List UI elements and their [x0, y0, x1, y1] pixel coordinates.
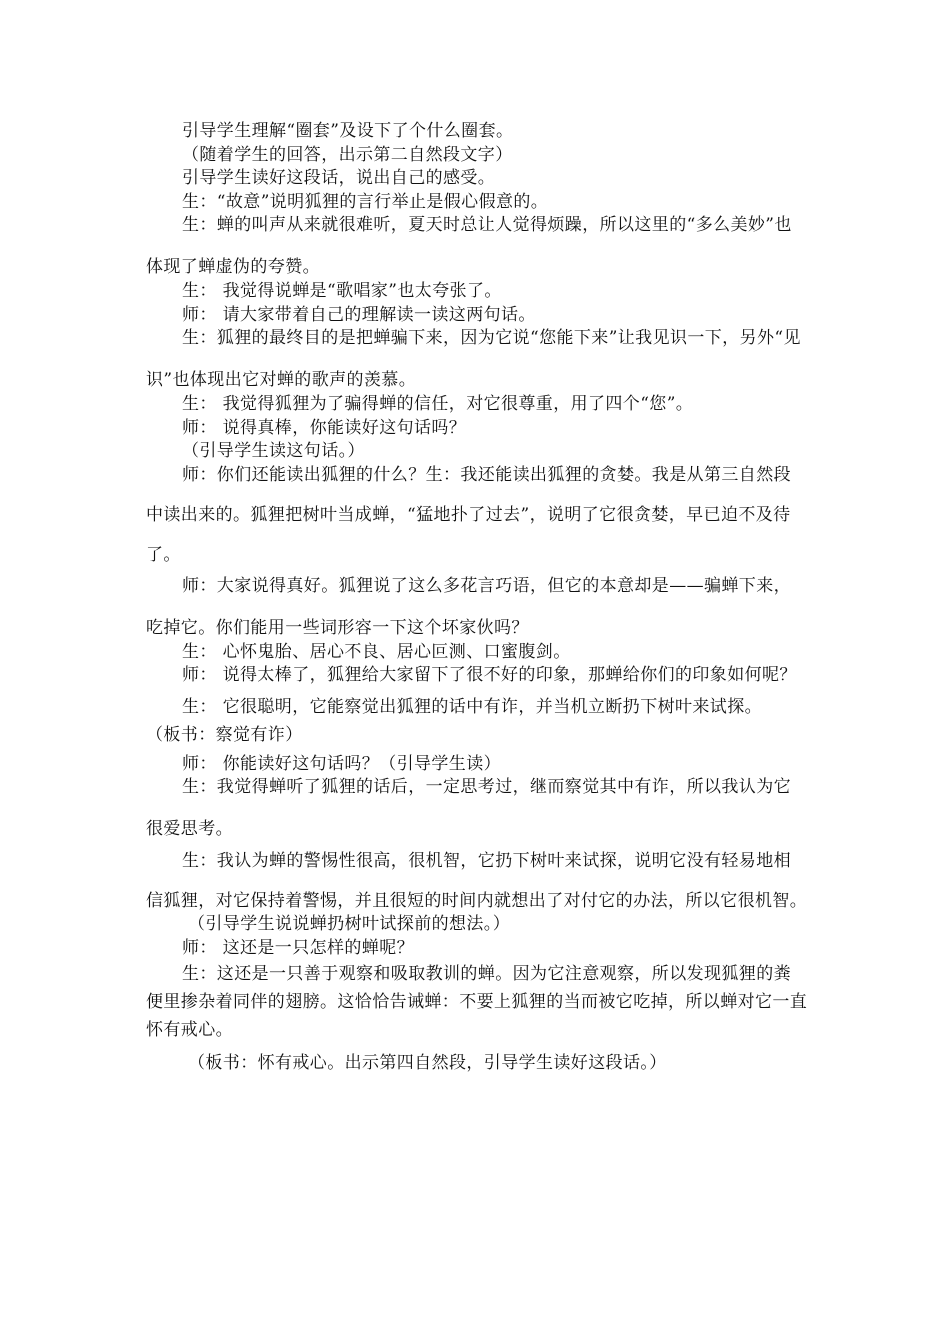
paragraph: 生： 它很聪明，它能察觉出狐狸的话中有诈，并当机立断扔下树叶来试探。: [182, 697, 763, 717]
paragraph: （板书：察觉有诈）: [146, 725, 303, 745]
paragraph: 生：蝉的叫声从来就很难听，夏天时总让人觉得烦躁，所以这里的“多么美妙”也体现了蝉虚伪的夸赞。: [146, 215, 792, 277]
paragraph: 生：“故意”说明狐狸的言行举止是假心假意的。: [182, 191, 549, 212]
paragraph: 生：我觉得蝉听了狐狸的话后，一定思考过，继而察觉其中有诈，所以我认为它很爱思考。: [146, 777, 791, 839]
paragraph: 生：这还是一只善于观察和吸取教训的蝉。因为它注意观察，所以发现狐狸的粪便里掺杂着同伴的翅膀。这恰恰告诫蝉：不要上狐狸的当而被它吃掉，所以蝉对它一直怀有戒心。: [146, 964, 808, 1040]
paragraph: （引导学生说说蝉扔树叶试探前的想法。）: [188, 914, 511, 934]
paragraph: （引导学生读这句话。）: [182, 441, 365, 461]
paragraph: 生： 我觉得说蝉是“歌唱家”也太夸张了。: [182, 281, 502, 301]
paragraph: 师： 你能读好这句话吗？（引导学生读）: [182, 753, 502, 774]
document-body: [146, 120, 808, 1076]
paragraph: 引导学生读好这段话，说出自己的感受。: [182, 168, 496, 188]
paragraph: 师：大家说得真好。狐狸说了这么多花言巧语，但它的本意却是——骗蝉下来，吃掉它。你们能用一些词形容一下这个坏家伙吗？: [146, 575, 791, 638]
paragraph: 生： 我觉得狐狸为了骗得蝉的信任，对它很尊重，用了四个“您”。: [182, 394, 694, 414]
paragraph: 师： 请大家带着自己的理解读一读这两句话。: [182, 304, 536, 325]
paragraph: 师： 说得太棒了，狐狸给大家留下了很不好的印象，那蝉给你们的印象如何呢？: [182, 665, 797, 685]
paragraph: （随着学生的回答，出示第二自然段文字）: [182, 144, 513, 165]
paragraph: （板书：怀有戒心。出示第四自然段，引导学生读好这段话。）: [188, 1053, 667, 1073]
paragraph: 生：我认为蝉的警惕性很高，很机智，它扔下树叶来试探，说明它没有轻易地相信狐狸，对它保持着警惕，并且很短的时间内就想出了对付它的办法，所以它很机智。: [146, 851, 808, 911]
paragraph: 师：你们还能读出狐狸的什么？生：我还能读出狐狸的贪婪。我是从第三自然段中读出来的。狐狸把树叶当成蝉，“猛地扑了过去”，说明了它很贪婪，早已迫不及待了。: [146, 464, 791, 565]
paragraph: 师： 说得真棒，你能读好这句话吗？: [182, 417, 467, 438]
paragraph: 生：狐狸的最终目的是把蝉骗下来，因为它说“您能下来”让我见识一下，另外“见识”也体现出它对蝉的歌声的羡慕。: [146, 328, 801, 390]
paragraph: 生： 心怀鬼胎、居心不良、居心叵测、口蜜腹剑。: [182, 641, 571, 662]
paragraph: 引导学生理解“圈套”及设下了个什么圈套。: [182, 121, 514, 141]
paragraph: 师： 这还是一只怎样的蝉呢？: [182, 937, 415, 958]
